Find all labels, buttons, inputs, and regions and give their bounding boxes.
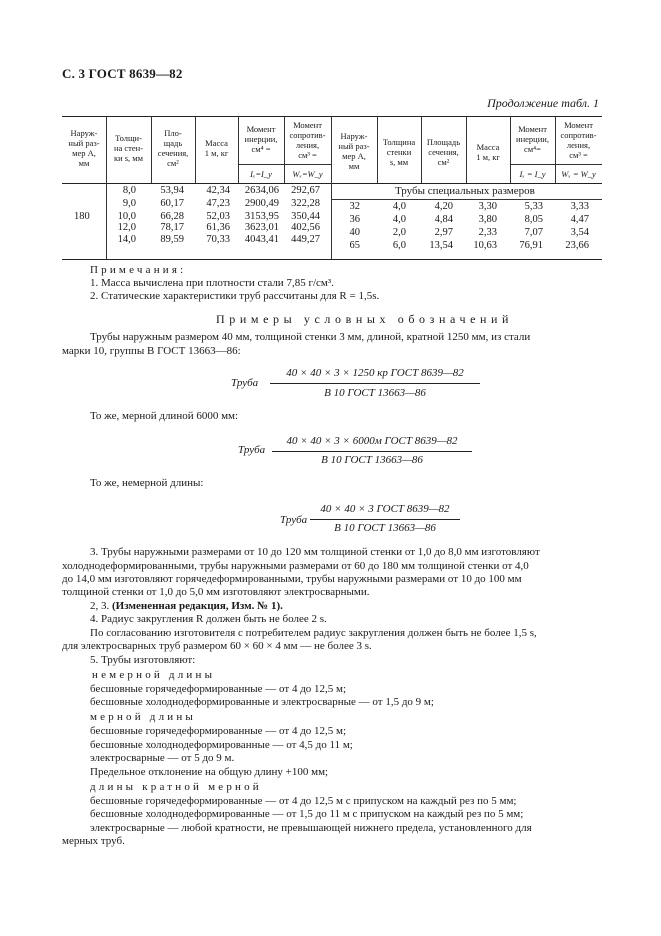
para-4-line-1: 4. Радиус закругления R должен быть не более 2 s. <box>90 613 327 625</box>
header-wall: Толщи- на стен- ки s, мм <box>113 133 144 163</box>
para-3-line-3: до 14,0 мм изготовляют горячедеформированными, трубы наружными размерами от 10 до 100 мм <box>62 573 522 585</box>
table-cell-size: 180 <box>74 211 90 222</box>
header-resist: Момент сопротив- ления, см³ = <box>289 120 326 160</box>
table-cell: 4,84 <box>434 214 453 225</box>
table-cell: 23,66 <box>565 240 589 251</box>
para-3-line-4: толщиной стенки от 1,0 до 5,0 мм изготовляют электросварными. <box>62 586 370 598</box>
header-mass: Масса 1 м, кг <box>204 138 229 158</box>
notes-title: Примечания: <box>90 264 187 276</box>
table-cell: 60,17 <box>160 198 184 209</box>
table-cell: 13,54 <box>429 240 453 251</box>
para-3-line-1: 3. Трубы наружными размерами от 10 до 120 мм толщиной стенки от 1,0 до 8,0 мм изготовляют <box>90 546 540 558</box>
note-2: 2. Статические характеристики труб рассчитаны для R = 1,5s. <box>90 290 380 302</box>
table-cell: 9,0 <box>122 198 136 209</box>
amendment-note: 2, 3. (Измененная редакция, Изм. № 1). <box>90 600 283 612</box>
formula-2-numerator: 40 × 40 × 3 × 6000м ГОСТ 8639—82 <box>286 435 458 447</box>
table-cell: 12,0 <box>117 222 136 233</box>
page-title: С. 3 ГОСТ 8639—82 <box>62 66 183 81</box>
table-cell: 4,0 <box>392 214 406 225</box>
para-5-intro: 5. Трубы изготовляют: <box>90 654 196 666</box>
section-multiple-length: длины кратной мерной <box>90 781 262 793</box>
table-cell: 3,33 <box>570 201 589 212</box>
table-continuation-label: Продолжение табл. 1 <box>487 96 599 110</box>
table-cell: 40 <box>349 227 360 238</box>
para-4-line-2: По согласованию изготовителя с потребителем радиус закругления должен быть не более 1,5 s, <box>90 627 537 639</box>
list-line: электросварные — любой кратности, не превышающей нижнего предела, установленного для <box>90 822 532 834</box>
table-cell: 66,28 <box>160 211 184 222</box>
table-cell: 4043,41 <box>244 234 279 245</box>
table-cell: 78,17 <box>160 222 184 233</box>
table-cell: 2,33 <box>478 227 497 238</box>
formula-3-numerator: 40 × 40 × 3 ГОСТ 8639—82 <box>320 503 450 515</box>
table-bottom-rule <box>62 259 602 260</box>
para-4-line-3: для электросварных труб размером 60 × 60 × 4 мм — не более 3 s. <box>62 640 372 652</box>
table-cell: 61,36 <box>206 222 230 233</box>
table-cell: 89,59 <box>160 234 184 245</box>
formula-3-denominator: В 10 ГОСТ 13663—86 <box>334 522 436 534</box>
table-cell: 2,0 <box>392 227 406 238</box>
table-cell: 7,07 <box>524 227 543 238</box>
header-size-right: Наруж- ный раз- мер A, мм <box>338 131 370 171</box>
example-2-text: То же, мерной длиной 6000 мм: <box>90 410 239 422</box>
header-resist-sub: Wₓ=W_y <box>292 169 323 179</box>
table-cell: 3,30 <box>478 201 497 212</box>
header-inertia-sub: Iₓ=I_y <box>250 169 272 179</box>
table-cell: 5,33 <box>524 201 543 212</box>
table-header-rule <box>62 183 602 184</box>
list-line: мерных труб. <box>62 835 125 847</box>
table-cell: 3,54 <box>570 227 589 238</box>
formula-2-label: Труба <box>238 444 266 456</box>
header-inertia-sub-right: Iₓ = I_y <box>519 169 546 179</box>
examples-title: Примеры условных обозначений <box>216 312 514 326</box>
list-line: бесшовные холоднодеформированные — от 4,5 до 11 м; <box>90 739 353 751</box>
table-cell: 2,97 <box>434 227 453 238</box>
list-line: электросварные — от 5 до 9 м. <box>90 752 235 764</box>
table-cell: 449,27 <box>291 234 320 245</box>
example-1-text-b: марки 10, группы В ГОСТ 13663—86: <box>62 345 241 357</box>
table-cell: 4,20 <box>434 201 453 212</box>
header-wall-right: Толщина стенки s, мм <box>382 137 416 167</box>
formula-3-fraction-bar <box>310 519 460 520</box>
header-inertia: Момент инерции, см⁴ = <box>244 124 278 154</box>
formula-3-label: Труба <box>280 514 308 526</box>
special-title-rule <box>331 199 602 200</box>
table-cell: 10,63 <box>473 240 497 251</box>
header-resist-sub-right: Wₓ = W_y <box>561 169 596 179</box>
header-resist-right: Момент сопротив- ления, см³ = <box>560 120 597 160</box>
table-cell: 42,34 <box>206 185 230 196</box>
table-cell: 322,28 <box>291 198 320 209</box>
note-1: 1. Масса вычислена при плотности стали 7,85 г/см³. <box>90 277 334 289</box>
section-measured-length: мерной длины <box>90 711 197 723</box>
section-unmeasured-length: немерной длины <box>92 669 216 681</box>
table-cell: 4,0 <box>392 201 406 212</box>
header-mass-right: Масса 1 м, кг <box>476 142 500 162</box>
list-line: бесшовные холоднодеформированные — от 1,5 до 11 м с припуском на каждый рез по 5 мм; <box>90 808 524 820</box>
table-cell: 8,05 <box>524 214 543 225</box>
example-3-text: То же, немерной длины: <box>90 477 204 489</box>
table-cell: 76,91 <box>519 240 543 251</box>
table-cell: 3,80 <box>478 214 497 225</box>
para-3-line-2: холоднодеформированными, трубы наружными размерами от 60 до 180 мм толщиной стенки от 4,0 <box>62 560 529 572</box>
list-line: бесшовные холоднодеформированные и электросварные — от 1,5 до 9 м; <box>90 696 434 708</box>
formula-2-denominator: В 10 ГОСТ 13663—86 <box>321 454 423 466</box>
table-cell: 3153,95 <box>244 211 279 222</box>
table-cell: 10,0 <box>117 211 136 222</box>
table-cell: 65 <box>349 240 360 251</box>
list-line: бесшовные горячедеформированные — от 4 до 12,5 м с припуском на каждый рез по 5 мм; <box>90 795 517 807</box>
table-cell: 292,67 <box>291 185 320 196</box>
subheader-rule <box>238 164 331 165</box>
formula-1-label: Труба <box>231 377 259 389</box>
table-cell: 52,03 <box>206 211 230 222</box>
table-cell: 402,56 <box>291 222 320 233</box>
formula-1-numerator: 40 × 40 × 3 × 1250 кр ГОСТ 8639—82 <box>286 367 464 379</box>
table-cell: 2900,49 <box>244 198 279 209</box>
special-sizes-title: Трубы специальных размеров <box>395 185 535 197</box>
formula-2-fraction-bar <box>272 451 472 452</box>
table-cell: 6,0 <box>392 240 406 251</box>
formula-1-fraction-bar <box>270 383 480 384</box>
header-area: Пло- щадь сечения, см² <box>157 128 189 168</box>
subheader-rule <box>510 164 602 165</box>
table-cell: 53,94 <box>160 185 184 196</box>
table-cell: 8,0 <box>122 185 136 196</box>
formula-1-denominator: В 10 ГОСТ 13663—86 <box>324 387 426 399</box>
list-line: бесшовные горячедеформированные — от 4 до 12,5 м; <box>90 725 347 737</box>
header-inertia-right: Момент инерции, см⁴= <box>516 124 549 154</box>
table-cell: 14,0 <box>117 234 136 245</box>
length-tolerance: Предельное отклонение на общую длину +100 мм; <box>90 766 329 778</box>
table-cell: 350,44 <box>291 211 320 222</box>
table-cell: 32 <box>349 201 360 212</box>
table-cell: 4,47 <box>570 214 589 225</box>
list-line: бесшовные горячедеформированные — от 4 до 12,5 м; <box>90 683 347 695</box>
table-top-rule <box>62 116 602 117</box>
table-cell: 47,23 <box>206 198 230 209</box>
table-cell: 70,33 <box>206 234 230 245</box>
header-area-right: Площадь сечения, см² <box>426 137 461 167</box>
table-cell: 3623,01 <box>244 222 279 233</box>
example-1-text-a: Трубы наружным размером 40 мм, толщиной стенки 3 мм, длиной, кратной 1250 мм, из стали <box>90 331 531 343</box>
table-cell: 2634,06 <box>244 185 279 196</box>
header-size: Наруж- ный раз- мер A, мм <box>68 128 100 168</box>
table-cell: 36 <box>349 214 360 225</box>
